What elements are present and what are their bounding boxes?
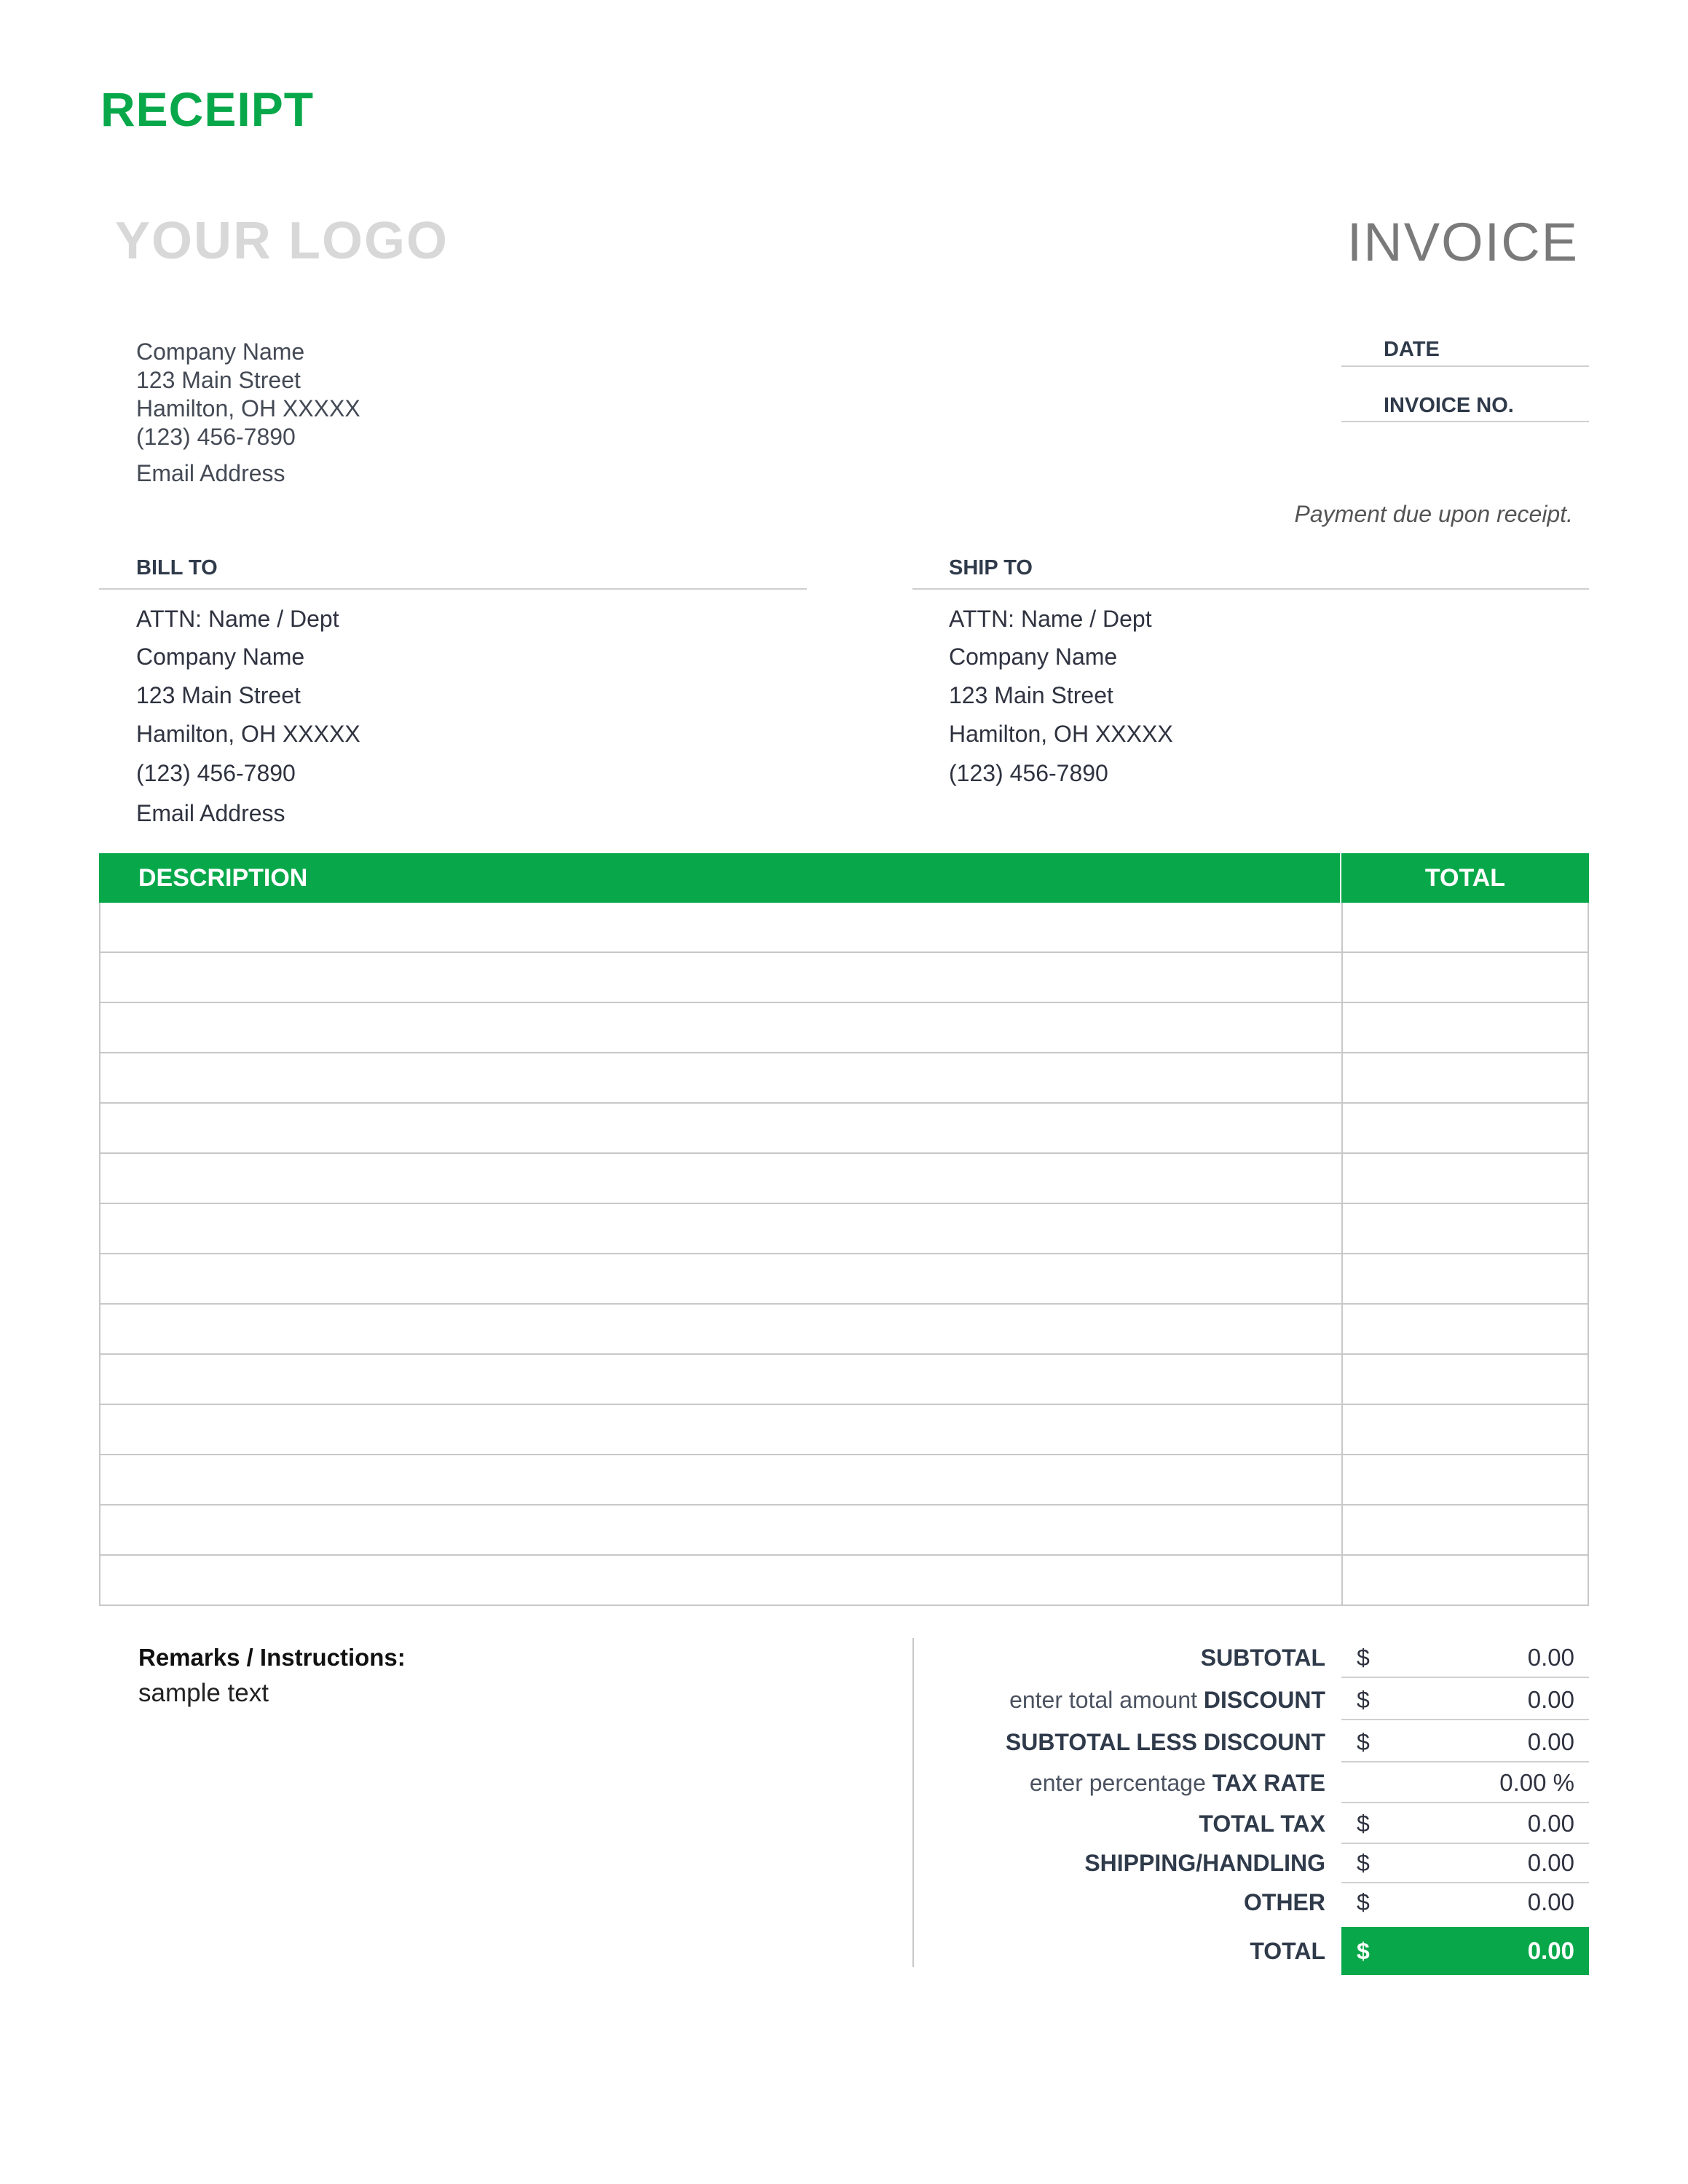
total-cell[interactable] — [1343, 1104, 1588, 1152]
description-cell[interactable] — [100, 1053, 1343, 1102]
summary-label: SHIPPING/HANDLING — [1084, 1850, 1325, 1876]
summary-row-discount — [918, 1679, 1589, 1720]
description-cell[interactable] — [100, 1405, 1343, 1454]
summary-label: TAX RATE — [1212, 1770, 1325, 1796]
table-row[interactable] — [100, 1053, 1588, 1104]
summary-label: DISCOUNT — [1203, 1687, 1325, 1713]
summary-label: SUBTOTAL LESS DISCOUNT — [1005, 1729, 1325, 1755]
summary-row-subtotal-less-discount — [918, 1722, 1589, 1762]
company-city: Hamilton, OH XXXXX — [136, 395, 360, 422]
summary-row-total-tax — [918, 1803, 1589, 1844]
description-cell[interactable] — [100, 1556, 1343, 1605]
total-cell[interactable] — [1343, 1254, 1588, 1303]
total-cell[interactable] — [1343, 1405, 1588, 1454]
total-cell[interactable] — [1343, 1355, 1588, 1404]
summary-value[interactable]: 0.00 — [1527, 1644, 1574, 1671]
company-email: Email Address — [136, 460, 285, 486]
table-row[interactable] — [100, 1003, 1588, 1053]
currency-symbol: $ — [1357, 1938, 1370, 1964]
remarks-text[interactable]: sample text — [138, 1679, 269, 1707]
description-cell[interactable] — [100, 1003, 1343, 1052]
summary-value[interactable]: 0.00 — [1527, 1728, 1574, 1755]
ship-to-company: Company Name — [949, 644, 1118, 670]
ship-to-divider — [912, 588, 1589, 590]
bill-to-company: Company Name — [136, 644, 305, 670]
table-row[interactable] — [100, 1506, 1588, 1556]
grand-total-value[interactable]: 0.00 — [1527, 1937, 1574, 1964]
table-row[interactable] — [100, 953, 1588, 1003]
total-cell[interactable] — [1343, 1003, 1588, 1052]
invoice-title: INVOICE — [1346, 212, 1579, 272]
company-name: Company Name — [136, 339, 305, 365]
total-cell[interactable] — [1343, 1305, 1588, 1353]
total-cell[interactable] — [1343, 1154, 1588, 1203]
description-cell[interactable] — [100, 953, 1343, 1002]
table-row[interactable] — [100, 903, 1588, 953]
invoice-no-field-line[interactable] — [1341, 421, 1589, 422]
ship-to-heading: SHIP TO — [949, 556, 1033, 579]
bill-to-phone: (123) 456-7890 — [136, 760, 296, 786]
ship-to-phone: (123) 456-7890 — [949, 760, 1108, 786]
items-table-header — [99, 853, 1589, 903]
bill-to-email: Email Address — [136, 800, 285, 826]
summary-value[interactable]: 0.00 — [1527, 1849, 1574, 1876]
description-cell[interactable] — [100, 1104, 1343, 1152]
currency-symbol: $ — [1357, 1687, 1370, 1713]
currency-symbol: $ — [1357, 1729, 1370, 1755]
total-cell[interactable] — [1343, 1556, 1588, 1605]
summary-label: TOTAL TAX — [1199, 1811, 1325, 1837]
total-cell[interactable] — [1343, 1506, 1588, 1554]
bill-to-divider — [99, 588, 807, 590]
description-cell[interactable] — [100, 1506, 1343, 1554]
ship-to-attn: ATTN: Name / Dept — [949, 606, 1152, 632]
invoice-no-label: INVOICE NO. — [1384, 394, 1514, 417]
summary-value[interactable]: 0.00 — [1527, 1810, 1574, 1837]
summary-row-total — [918, 1927, 1589, 1975]
currency-symbol: $ — [1357, 1850, 1370, 1876]
summary-hint: enter percentage — [1029, 1770, 1212, 1796]
summary-row-other — [918, 1882, 1589, 1923]
currency-symbol: $ — [1357, 1811, 1370, 1837]
table-row[interactable] — [100, 1254, 1588, 1305]
table-row[interactable] — [100, 1455, 1588, 1506]
summary-label: TOTAL — [1250, 1938, 1325, 1964]
items-table — [99, 853, 1589, 1606]
summary-value[interactable]: 0.00 — [1527, 1888, 1574, 1915]
table-row[interactable] — [100, 1556, 1588, 1606]
currency-symbol: $ — [1357, 1645, 1370, 1671]
bill-to-heading: BILL TO — [136, 556, 218, 579]
total-cell[interactable] — [1343, 903, 1588, 951]
summary-row-tax-rate — [918, 1762, 1589, 1803]
summary-label: OTHER — [1244, 1889, 1325, 1915]
ship-to-street: 123 Main Street — [949, 682, 1113, 708]
payment-note: Payment due upon receipt. — [1294, 501, 1573, 527]
summary-value[interactable]: 0.00 — [1527, 1686, 1574, 1713]
description-cell[interactable] — [100, 1154, 1343, 1203]
summary-value[interactable]: 0.00 % — [1499, 1769, 1574, 1796]
summary-row-shipping — [918, 1843, 1589, 1883]
total-column-header: TOTAL — [1424, 864, 1506, 892]
logo-placeholder: YOUR LOGO — [115, 212, 449, 270]
description-cell[interactable] — [100, 1455, 1343, 1504]
summary-hint: enter total amount — [1009, 1687, 1204, 1713]
currency-symbol: $ — [1357, 1889, 1370, 1915]
description-column-header: DESCRIPTION — [99, 853, 1341, 903]
remarks-label: Remarks / Instructions: — [138, 1644, 406, 1671]
company-phone: (123) 456-7890 — [136, 424, 296, 450]
date-label: DATE — [1384, 338, 1440, 361]
total-cell[interactable] — [1343, 1204, 1588, 1253]
total-cell[interactable] — [1343, 1053, 1588, 1102]
description-cell[interactable] — [100, 1204, 1343, 1253]
company-info — [136, 338, 360, 451]
table-row[interactable] — [100, 1104, 1588, 1154]
items-table-body — [99, 903, 1589, 1606]
summary-divider — [912, 1638, 914, 1967]
description-cell[interactable] — [100, 903, 1343, 951]
total-cell[interactable] — [1343, 1455, 1588, 1504]
company-street: 123 Main Street — [136, 367, 301, 393]
description-cell[interactable] — [100, 1355, 1343, 1404]
description-cell[interactable] — [100, 1305, 1343, 1353]
description-cell[interactable] — [100, 1254, 1343, 1303]
receipt-title: RECEIPT — [100, 82, 315, 136]
table-row[interactable] — [100, 1305, 1588, 1355]
bill-to-city: Hamilton, OH XXXXX — [136, 721, 360, 747]
bill-to-street: 123 Main Street — [136, 682, 301, 708]
table-row[interactable] — [100, 1204, 1588, 1254]
summary-label: SUBTOTAL — [1200, 1645, 1325, 1671]
date-field-line[interactable] — [1341, 365, 1589, 367]
summary-row-subtotal — [918, 1637, 1589, 1678]
bill-to-attn: ATTN: Name / Dept — [136, 606, 339, 632]
table-row[interactable] — [100, 1154, 1588, 1204]
ship-to-city: Hamilton, OH XXXXX — [949, 721, 1173, 747]
table-row[interactable] — [100, 1405, 1588, 1455]
table-row[interactable] — [100, 1355, 1588, 1405]
total-cell[interactable] — [1343, 953, 1588, 1002]
